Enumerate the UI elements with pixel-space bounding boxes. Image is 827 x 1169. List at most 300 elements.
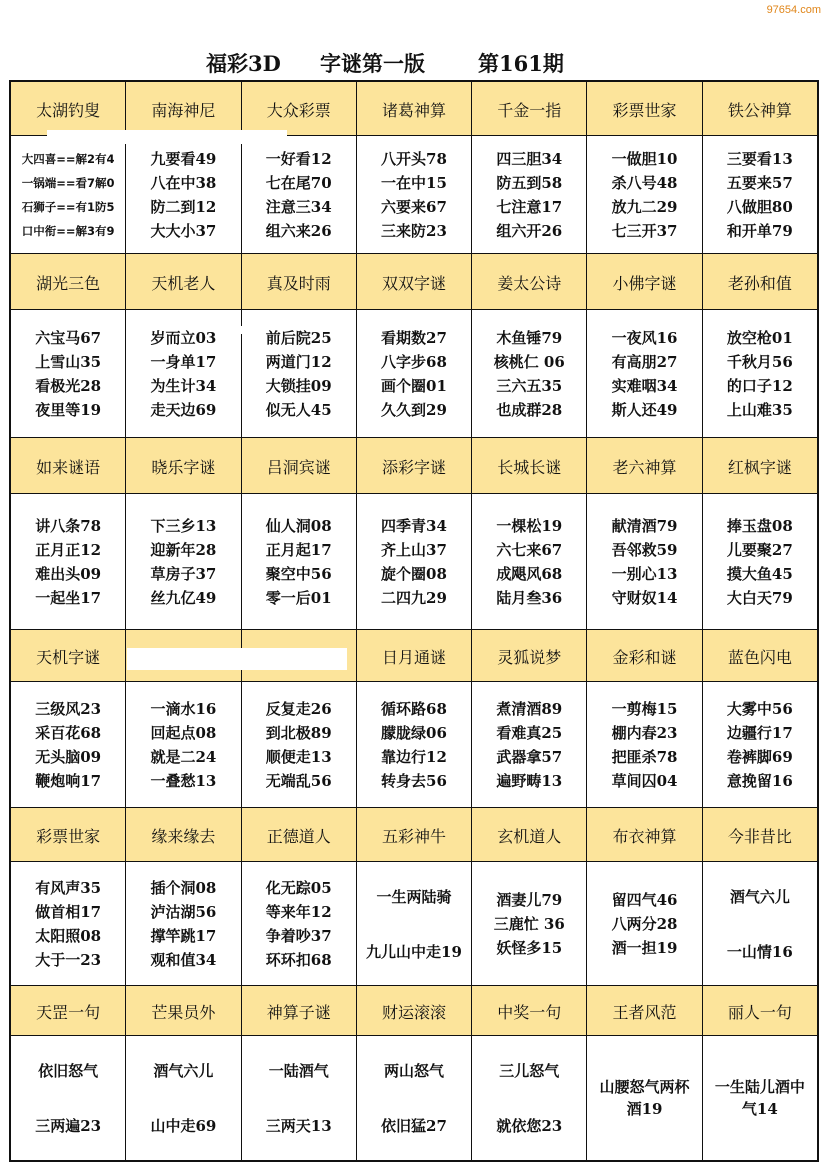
- column-header-label: 缘来缘去: [151, 826, 216, 846]
- column-header: [587, 986, 702, 1036]
- column-header: [703, 438, 817, 494]
- riddle-line: 六七来67: [496, 541, 563, 559]
- riddle-line: 大雾中56: [726, 700, 793, 718]
- riddle-line: 八字步68: [381, 353, 447, 371]
- riddle-line: 四季青34: [381, 517, 447, 535]
- column-header-label: 王者风范: [612, 1002, 677, 1022]
- riddle-line: 注意三34: [265, 198, 332, 216]
- riddle-line: 岁而立03: [150, 329, 217, 347]
- column-header-label: 天机字谜: [36, 647, 101, 667]
- riddle-line: 旋个圈08: [381, 565, 447, 583]
- column-header-label: 添彩字谜: [381, 457, 446, 477]
- riddle-lines: [727, 514, 793, 610]
- column-header-label: 小佛字谜: [612, 273, 677, 293]
- riddle-line: 酒妻儿79: [496, 891, 563, 909]
- riddle-lines: [35, 876, 101, 972]
- riddle-line: 一在中15: [381, 174, 447, 192]
- column-header: [126, 986, 241, 1036]
- riddle-cell: [703, 862, 817, 986]
- riddle-lines: [496, 147, 562, 243]
- header-row: [11, 254, 817, 310]
- riddle-cell: [587, 494, 702, 630]
- riddle-line: 四三胆34: [496, 150, 563, 168]
- riddle-line: 鞭炮响17: [35, 772, 102, 790]
- riddle-lines: [35, 326, 101, 422]
- title-issue: 第161期: [478, 51, 564, 76]
- riddle-line: 无端乱56: [265, 772, 332, 790]
- riddle-line: 前后院25: [265, 329, 332, 347]
- column-header: [587, 438, 702, 494]
- column-header-label: 老六神算: [612, 457, 677, 477]
- riddle-line: 一夜风16: [611, 329, 678, 347]
- column-header-label: 神算子谜: [266, 1002, 331, 1022]
- title-subtitle: 字谜第一版: [320, 51, 425, 76]
- column-header: [11, 438, 126, 494]
- riddle-line: 三鹿忙 36: [493, 915, 565, 933]
- column-header-label: 正德道人: [266, 826, 331, 846]
- column-header-label: 蓝色闪电: [727, 647, 792, 667]
- column-header-label: 湖光三色: [36, 273, 101, 293]
- riddle-lines: [727, 697, 793, 793]
- riddle-cell: [126, 682, 241, 808]
- riddle-cell: [587, 862, 702, 986]
- riddle-lines: [266, 147, 332, 243]
- riddle-cell: [587, 1036, 702, 1160]
- riddle-cell: [11, 682, 126, 808]
- column-header: [357, 82, 472, 136]
- column-header-label: 真及时雨: [266, 273, 331, 293]
- column-header: [126, 254, 241, 310]
- riddle-line: 核桃仁 06: [493, 353, 565, 371]
- column-header-label: 双双字谜: [381, 273, 446, 293]
- riddle-line: 木鱼锤79: [496, 329, 563, 347]
- riddle-cell: [703, 494, 817, 630]
- column-header-label: 天机老人: [151, 273, 216, 293]
- riddle-lines: [366, 886, 462, 962]
- riddle-cell: [587, 682, 702, 808]
- column-header: [11, 630, 126, 682]
- riddle-lines: [727, 326, 793, 422]
- riddle-lines: [727, 886, 793, 962]
- column-header-label: 灵狐说梦: [497, 647, 562, 667]
- riddle-line: 讲八条78: [35, 517, 102, 535]
- riddle-line: 丝九亿49: [150, 589, 217, 607]
- riddle-line: 有风声35: [35, 879, 102, 897]
- riddle-line: 草房子37: [150, 565, 217, 583]
- riddle-line: 组六开26: [496, 222, 563, 240]
- riddle-line: 酒气六儿: [729, 888, 790, 906]
- column-header: [703, 630, 817, 682]
- riddle-cell: [126, 862, 241, 986]
- riddle-line: 山中走69: [150, 1117, 217, 1135]
- riddle-line: 六要来67: [381, 198, 447, 216]
- title-brand: 福彩3D: [206, 51, 281, 76]
- riddle-line: 一做胆10: [611, 150, 678, 168]
- riddle-lines: [612, 147, 678, 243]
- riddle-line: 争着吵37: [265, 927, 332, 945]
- column-header-label: 芒果员外: [151, 1002, 216, 1022]
- riddle-line: 上山难35: [726, 401, 793, 419]
- riddle-lines: [587, 1076, 701, 1120]
- column-header-label: 日月通谜: [381, 647, 446, 667]
- riddle-line: 也成群28: [496, 401, 563, 419]
- column-header: [587, 630, 702, 682]
- riddle-line: 口中衔==解3有9: [21, 224, 115, 238]
- riddle-line: 山腰怒气两杯酒19: [599, 1078, 690, 1118]
- column-header: [472, 438, 587, 494]
- riddle-line: 一滴水16: [150, 700, 217, 718]
- riddle-lines: [150, 514, 216, 610]
- riddle-line: 一身单17: [150, 353, 217, 371]
- riddle-line: 一剪梅15: [611, 700, 678, 718]
- riddle-line: 等来年12: [265, 903, 332, 921]
- column-header: [126, 438, 241, 494]
- column-header-label: 丽人一句: [727, 1002, 792, 1022]
- riddle-lines: [727, 147, 793, 243]
- riddle-cell: [703, 682, 817, 808]
- riddle-line: 实难咽34: [611, 377, 678, 395]
- riddle-line: 难出头09: [35, 565, 102, 583]
- column-header-label: 老孙和值: [727, 273, 792, 293]
- column-header: [587, 82, 702, 136]
- riddle-line: 到北极89: [265, 724, 332, 742]
- riddle-line: 观和值34: [150, 951, 217, 969]
- riddle-lines: [266, 1060, 332, 1136]
- riddle-lines: [35, 1060, 101, 1136]
- riddle-line: 泸沽湖56: [150, 903, 217, 921]
- riddle-line: 三两天13: [265, 1117, 332, 1135]
- riddle-line: 零一后01: [265, 589, 332, 607]
- riddle-line: 成飓风68: [496, 565, 563, 583]
- header-row: [11, 986, 817, 1036]
- riddle-line: 依旧怒气: [38, 1062, 99, 1080]
- riddle-line: 一生陆儿酒中气14: [714, 1078, 805, 1118]
- riddle-lines: [35, 697, 101, 793]
- riddle-line: 八做胆80: [726, 198, 793, 216]
- column-header: [242, 254, 357, 310]
- riddle-cell: [357, 494, 472, 630]
- column-header-label: 姜太公诗: [497, 273, 562, 293]
- riddle-cell: [587, 136, 702, 254]
- column-header: [357, 254, 472, 310]
- riddle-table: [9, 80, 819, 1162]
- riddle-line: 两道门12: [265, 353, 332, 371]
- riddle-lines: [381, 697, 447, 793]
- column-header-label: 红枫字谜: [727, 457, 792, 477]
- column-header-label: 天罡一句: [36, 1002, 101, 1022]
- riddle-lines: [22, 147, 115, 243]
- column-header: [242, 82, 357, 136]
- grid-line: [11, 493, 817, 494]
- riddle-line: 就是二24: [150, 748, 217, 766]
- riddle-line: 石狮子==有1防5: [21, 200, 115, 214]
- column-header: [357, 808, 472, 862]
- content-row: [11, 494, 817, 630]
- riddle-line: 循环路68: [381, 700, 447, 718]
- riddle-line: 一生两陆骑: [376, 888, 452, 906]
- riddle-line: 为生计34: [150, 377, 217, 395]
- riddle-line: 八两分28: [611, 915, 678, 933]
- riddle-line: 上雪山35: [35, 353, 102, 371]
- riddle-line: 防二到12: [150, 198, 217, 216]
- riddle-line: 一山情16: [726, 943, 793, 961]
- riddle-line: 七在尾70: [265, 174, 332, 192]
- riddle-line: 画个圈01: [381, 377, 447, 395]
- riddle-line: 插个洞08: [150, 879, 217, 897]
- column-header: [472, 808, 587, 862]
- riddle-line: 组六来26: [265, 222, 332, 240]
- riddle-cell: [242, 682, 357, 808]
- riddle-line: 依旧猛27: [381, 1117, 447, 1135]
- riddle-line: 一棵松19: [496, 517, 563, 535]
- column-header-label: 晓乐字谜: [151, 457, 216, 477]
- riddle-line: 斯人还49: [611, 401, 678, 419]
- column-header: [703, 82, 817, 136]
- column-header-label: 财运滚滚: [381, 1002, 446, 1022]
- riddle-lines: [612, 697, 678, 793]
- riddle-line: 聚空中56: [265, 565, 332, 583]
- riddle-line: 就依您23: [496, 1117, 563, 1135]
- column-header: [11, 82, 126, 136]
- column-header-label: 布衣神算: [612, 826, 677, 846]
- riddle-line: 献清酒79: [611, 517, 678, 535]
- riddle-line: 酒一担19: [611, 939, 678, 957]
- riddle-lines: [381, 514, 447, 610]
- riddle-line: 和开单79: [726, 222, 793, 240]
- riddle-line: 两山怒气: [383, 1062, 444, 1080]
- column-header: [472, 82, 587, 136]
- grid-line: [11, 1035, 817, 1036]
- column-header: [11, 986, 126, 1036]
- riddle-line: 边疆行17: [726, 724, 793, 742]
- column-header-label: 五彩神牛: [381, 826, 446, 846]
- riddle-line: 太阳照08: [35, 927, 102, 945]
- riddle-line: 守财奴14: [611, 589, 678, 607]
- riddle-line: 武器拿57: [496, 748, 563, 766]
- riddle-lines: [266, 697, 332, 793]
- column-header: [357, 438, 472, 494]
- riddle-line: 正月起17: [265, 541, 332, 559]
- riddle-line: 迎新年28: [150, 541, 217, 559]
- riddle-cell: [11, 862, 126, 986]
- content-row: [11, 682, 817, 808]
- riddle-line: 留四气46: [611, 891, 678, 909]
- riddle-line: 卷裤脚69: [726, 748, 793, 766]
- riddle-line: 齐上山37: [381, 541, 447, 559]
- riddle-line: 一好看12: [265, 150, 332, 168]
- riddle-cell: [357, 310, 472, 438]
- column-header: [242, 986, 357, 1036]
- riddle-line: 看极光28: [35, 377, 102, 395]
- riddle-cell: [11, 494, 126, 630]
- riddle-line: 有高朋27: [611, 353, 678, 371]
- riddle-lines: [35, 514, 101, 610]
- content-row: [11, 310, 817, 438]
- riddle-cell: [472, 494, 587, 630]
- riddle-lines: [381, 147, 447, 243]
- redaction-smudge: [233, 326, 263, 334]
- riddle-line: 大大小37: [150, 222, 217, 240]
- riddle-line: 三要看13: [726, 150, 793, 168]
- riddle-lines: [150, 326, 216, 422]
- column-header: [242, 808, 357, 862]
- riddle-cell: [126, 1036, 241, 1160]
- column-header: [242, 438, 357, 494]
- riddle-line: 三六五35: [496, 377, 563, 395]
- riddle-cell: [11, 1036, 126, 1160]
- riddle-lines: [381, 1060, 447, 1136]
- riddle-line: 回起点08: [150, 724, 217, 742]
- riddle-line: 大四喜==解2有4: [21, 152, 115, 166]
- riddle-line: 摸大鱼45: [726, 565, 793, 583]
- riddle-line: 转身去56: [381, 772, 447, 790]
- riddle-line: 无头脑09: [35, 748, 102, 766]
- riddle-cell: [11, 136, 126, 254]
- riddle-lines: [496, 1060, 562, 1136]
- riddle-line: 儿要聚27: [726, 541, 793, 559]
- column-header: [472, 630, 587, 682]
- column-header-label: 南海神尼: [151, 100, 216, 120]
- riddle-line: 三级风23: [35, 700, 102, 718]
- riddle-line: 大于一23: [35, 951, 102, 969]
- riddle-lines: [266, 876, 332, 972]
- riddle-line: 夜里等19: [35, 401, 102, 419]
- content-row: [11, 136, 817, 254]
- riddle-line: 杀八号48: [611, 174, 678, 192]
- riddle-line: 放九二29: [611, 198, 678, 216]
- riddle-cell: [472, 136, 587, 254]
- riddle-lines: [496, 514, 562, 610]
- column-header: [357, 986, 472, 1036]
- riddle-cell: [703, 136, 817, 254]
- column-header-label: 吕洞宾谜: [266, 457, 331, 477]
- riddle-lines: [612, 326, 678, 422]
- column-header: [11, 254, 126, 310]
- riddle-line: 的口子12: [726, 377, 793, 395]
- column-header-label: 玄机道人: [497, 826, 562, 846]
- column-header-label: 彩票世家: [36, 826, 101, 846]
- column-header-label: 大众彩票: [266, 100, 331, 120]
- column-header: [703, 808, 817, 862]
- riddle-line: 遍野畴13: [496, 772, 563, 790]
- column-header: [357, 630, 472, 682]
- column-header-label: 铁公神算: [727, 100, 792, 120]
- riddle-line: 捧玉盘08: [726, 517, 793, 535]
- riddle-lines: [612, 514, 678, 610]
- riddle-line: 大锁挂09: [265, 377, 332, 395]
- column-header: [703, 254, 817, 310]
- riddle-cell: [703, 1036, 817, 1160]
- riddle-grid: [11, 82, 817, 1160]
- riddle-line: 七注意17: [496, 198, 563, 216]
- riddle-cell: [472, 862, 587, 986]
- riddle-cell: [472, 1036, 587, 1160]
- column-header-label: 诸葛神算: [381, 100, 446, 120]
- redaction-smudge: [47, 130, 287, 144]
- riddle-line: 九要看49: [150, 150, 217, 168]
- riddle-line: 三来防23: [381, 222, 447, 240]
- riddle-line: 一叠愁13: [150, 772, 217, 790]
- riddle-line: 一陆酒气: [268, 1062, 329, 1080]
- riddle-line: 一起坐17: [35, 589, 102, 607]
- column-header-label: 今非昔比: [727, 826, 792, 846]
- column-header: [126, 808, 241, 862]
- riddle-line: 三儿怒气: [499, 1062, 560, 1080]
- column-header-label: 太湖钓叟: [36, 100, 101, 120]
- riddle-line: 妖怪多15: [496, 939, 563, 957]
- column-header-label: 长城长谜: [497, 457, 562, 477]
- riddle-line: 八在中38: [150, 174, 217, 192]
- riddle-line: 二四九29: [381, 589, 447, 607]
- riddle-line: 放空枪01: [726, 329, 793, 347]
- riddle-line: 吾邻救59: [611, 541, 678, 559]
- riddle-line: 靠边行12: [381, 748, 447, 766]
- riddle-lines: [150, 697, 216, 793]
- riddle-cell: [242, 1036, 357, 1160]
- riddle-line: 做首相17: [35, 903, 102, 921]
- riddle-cell: [11, 310, 126, 438]
- riddle-lines: [266, 326, 332, 422]
- riddle-cell: [126, 310, 241, 438]
- riddle-line: 一锅端==看7解0: [21, 176, 115, 190]
- riddle-lines: [150, 1060, 216, 1136]
- riddle-line: 草间囚04: [611, 772, 678, 790]
- riddle-lines: [496, 697, 562, 793]
- riddle-line: 棚内春23: [611, 724, 678, 742]
- riddle-line: 看期数27: [381, 329, 447, 347]
- column-header-label: 如来谜语: [36, 457, 101, 477]
- column-header-label: 金彩和谜: [612, 647, 677, 667]
- riddle-line: 一别心13: [611, 565, 678, 583]
- riddle-line: 反复走26: [265, 700, 332, 718]
- riddle-cell: [357, 136, 472, 254]
- riddle-line: 朦胧绿06: [381, 724, 447, 742]
- column-header: [703, 986, 817, 1036]
- riddle-cell: [357, 862, 472, 986]
- riddle-cell: [587, 310, 702, 438]
- column-header-label: 中奖一句: [497, 1002, 562, 1022]
- riddle-cell: [242, 136, 357, 254]
- header-row: [11, 438, 817, 494]
- grid-line: [11, 861, 817, 862]
- riddle-lines: [612, 888, 678, 960]
- riddle-cell: [126, 494, 241, 630]
- content-row: [11, 1036, 817, 1160]
- column-header: [587, 808, 702, 862]
- page-title: [0, 44, 827, 78]
- riddle-line: 酒气六儿: [153, 1062, 214, 1080]
- riddle-line: 化无踪05: [265, 879, 332, 897]
- riddle-lines: [150, 147, 216, 243]
- riddle-lines: [266, 514, 332, 610]
- riddle-lines: [703, 1076, 817, 1120]
- column-header: [472, 986, 587, 1036]
- column-header-label: 千金一指: [497, 100, 562, 120]
- riddle-cell: [242, 862, 357, 986]
- content-row: [11, 862, 817, 986]
- riddle-line: 采百花68: [35, 724, 102, 742]
- header-row: [11, 808, 817, 862]
- grid-line: [11, 309, 817, 310]
- riddle-line: 下三乡13: [150, 517, 217, 535]
- riddle-line: 顺便走13: [265, 748, 332, 766]
- redaction-smudge: [127, 648, 347, 670]
- riddle-cell: [242, 494, 357, 630]
- column-header-label: 彩票世家: [612, 100, 677, 120]
- riddle-line: 九儿山中走19: [366, 943, 462, 961]
- column-header: [472, 254, 587, 310]
- riddle-line: 大白天79: [726, 589, 793, 607]
